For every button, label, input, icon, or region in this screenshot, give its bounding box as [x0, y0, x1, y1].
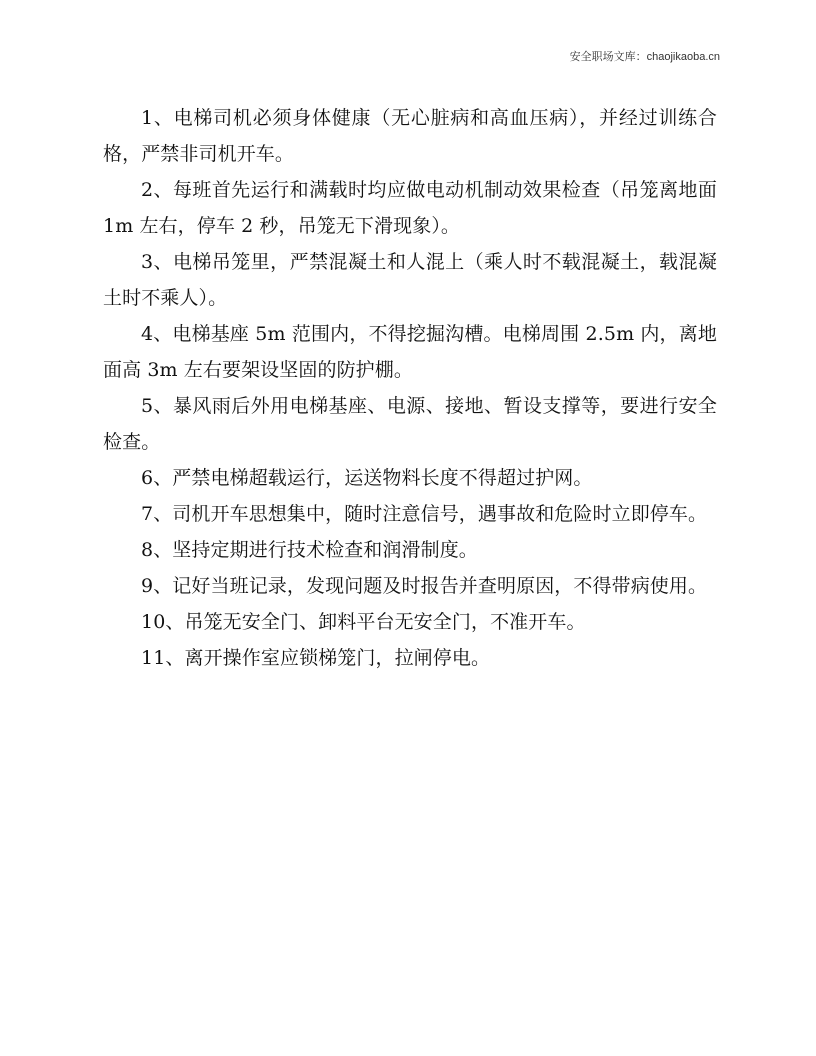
- rule-paragraph-10: 10、吊笼无安全门、卸料平台无安全门，不准开车。: [141, 611, 586, 633]
- rule-paragraph-6: 6、严禁电梯超载运行，运送物料长度不得超过护网。: [141, 467, 593, 489]
- rule-paragraph-11: 11、离开操作室应锁梯笼门，拉闸停电。: [141, 647, 491, 669]
- rule-paragraph-8: 8、坚持定期进行技术检查和润滑制度。: [141, 539, 478, 561]
- rule-paragraph-5: 5、暴风雨后外用电梯基座、电源、接地、暂设支撑等，要进行安全检查。: [103, 395, 717, 453]
- rule-paragraph-3: 3、电梯吊笼里，严禁混凝土和人混上（乘人时不载混凝土，载混凝土时不乘人）。: [103, 251, 717, 309]
- rule-paragraph-1: 1、电梯司机必须身体健康（无心脏病和高血压病），并经过训练合格，严禁非司机开车。: [103, 107, 717, 165]
- document-body: [103, 100, 717, 676]
- rule-paragraph-2: 2、每班首先运行和满载时均应做电动机制动效果检查（吊笼离地面 1m 左右，停车 2 秒，吊笼无下滑现象）。: [103, 179, 717, 237]
- rule-paragraph-9: 9、记好当班记录，发现问题及时报告并查明原因，不得带病使用。: [141, 575, 708, 597]
- rule-paragraph-4: 4、电梯基座 5m 范围内，不得挖掘沟槽。电梯周围 2.5m 内，离地面高 3m 左右要架设坚固的防护棚。: [103, 323, 717, 381]
- page-header-source: 安全职场文库：chaojikaoba.cn: [569, 51, 720, 63]
- rule-paragraph-7: 7、司机开车思想集中，随时注意信号，遇事故和危险时立即停车。: [141, 503, 708, 525]
